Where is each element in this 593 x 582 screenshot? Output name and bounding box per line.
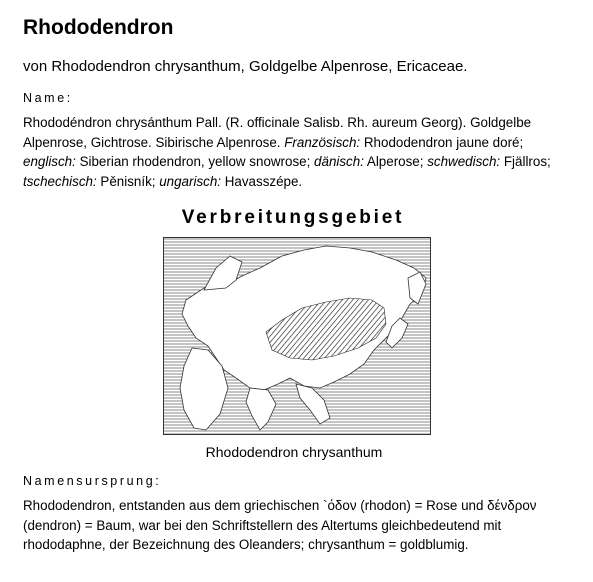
name-swedish: Fjällros; — [500, 154, 551, 169]
language-label-french: Französisch: — [284, 134, 361, 150]
distribution-map-image — [164, 238, 430, 434]
name-hungarian: Havasszépe. — [221, 173, 303, 189]
language-label-swedish: schwedisch: — [427, 154, 501, 169]
distribution-map-caption: Rhododendron chrysanthum — [205, 444, 383, 460]
distribution-map-title: Verbreitungsgebiet — [181, 207, 405, 228]
language-label-danish: dänisch: — [314, 154, 364, 169]
name-section-label: Name: — [23, 91, 73, 105]
name-danish: Alperose; — [363, 154, 428, 169]
name-czech: Pěnisník; — [96, 173, 160, 189]
language-label-english: englisch: — [23, 154, 76, 169]
name-english: Siberian rhodendron, yellow snowrose; — [75, 154, 315, 169]
botanical-names-text: Rhododéndron chrysánthum Pall. (R. officinale Salisb. Rh. aureum Georg). Goldgelbe Alpenrose, Gichtrose. Sibirische Alpenrose. — [23, 115, 532, 150]
language-label-hungarian: ungarisch: — [159, 173, 222, 189]
page-title: Rhododendron — [23, 16, 174, 39]
name-french: Rhododendron jaune doré; — [360, 134, 524, 150]
name-section-text — [23, 113, 571, 191]
language-label-czech: tschechisch: — [23, 173, 97, 189]
origin-section-label: Namensursprung: — [23, 474, 162, 488]
page-subtitle: von Rhododendron chrysanthum, Goldgelbe Alpenrose, Ericaceae. — [23, 58, 468, 75]
origin-section-text: Rhododendron, entstanden aus dem griechischen `όδον (rhodon) = Rose und δένδρον (dendron) = Baum, war bei den Schriftstellern des Altertums gleichbedeutend mit rhododaphne, der Bezeichnung des Oleanders; chrysanthum = goldblumig. — [23, 498, 537, 552]
distribution-map — [163, 237, 431, 435]
